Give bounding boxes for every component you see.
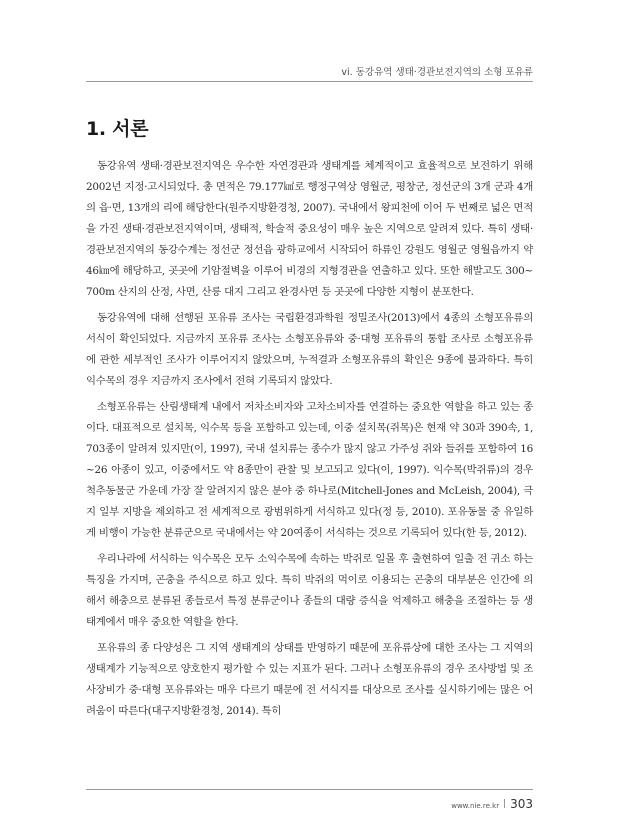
paragraph: 동강유역 생태·경관보전지역은 우수한 자연경관과 생태계를 체계적이고 효율적으로 보전하기 위해 2002년 지정·고시되었다. 총 면적은 79.177㎢로 행정구역상 영월군, 평창군, 정선군의 3개 군과 4개의 읍·면, 13개의 리에 해당한다(원주지방환경청, 2007). 국내에서 왕피천에 이어 두 번째로 넓은 면적을 가진 생태·경관보전지역이며, 생태적, 학술적 중요성이 매우 높은 지역으로 알려져 있다. 특히 생태·경관보전지역의 동강수계는 정선군 정선읍 광하교에서 시작되어 하류인 강원도 영월군 영월읍까지 약 46㎞에 해당하고, 곳곳에 기암절벽을 이루어 비경의 지형경관을 연출하고 있다. 또한 해발고도 300~700m 산지의 산정, 사면, 산릉 대지 그리고 완경사면 등 곳곳에 다양한 지형이 분포한다. <box>86 160 533 298</box>
header-divider <box>86 81 533 82</box>
paragraph: 포유류의 종 다양성은 그 지역 생태계의 상태를 반영하기 때문에 포유류상에 대한 조사는 그 지역의 생태계가 기능적으로 양호한지 평가할 수 있는 지표가 된다. 그러나 소형포유류의 경우 조사방법 및 조사장비가 중·대형 포유류와는 매우 다르기 때문에 전 서식지를 대상으로 조사를 실시하기에는 많은 어려움이 따른다(대구지방환경청, 2014). 특히 <box>86 642 533 717</box>
footer-url[interactable]: www.nie.re.kr <box>451 802 500 810</box>
footer-divider <box>86 789 533 790</box>
paragraph: 우리나라에 서식하는 익수목은 모두 소익수목에 속하는 박쥐로 일몰 후 출현하여 일출 전 귀소 하는 특징을 가지며, 곤충을 주식으로 하고 있다. 특히 박쥐의 먹이로 이용되는 곤충의 대부분은 인간에 의해서 해충으로 분류된 종들로서 특정 분류군이나 종들의 대량 증식을 억제하고 해충을 조절하는 등 생태계에서 매우 중요한 역할을 한다. <box>86 553 533 628</box>
page-footer <box>451 797 533 811</box>
page-number: 303 <box>510 797 533 811</box>
section-title: 1. 서론 <box>86 118 149 140</box>
running-header: vi. 동강유역 생태·경관보전지역의 소형 포유류 <box>341 67 533 78</box>
paragraph: 동강유역에 대해 선행된 포유류 조사는 국립환경과학원 정밀조사(2013)에서 4종의 소형포유류의 서식이 확인되었다. 지금까지 포유류 조사는 소형포유류와 중·대형 포유류의 통합 조사로 소형포유류에 관한 세부적인 조사가 이루어지지 않았으며, 누적결과 소형포유류의 확인은 9종에 불과하다. 특히 익수목의 경우 지금까지 조사에서 전혀 기록되지 않았다. <box>86 312 533 387</box>
footer-separator <box>504 799 505 808</box>
paragraph: 소형포유류는 산림생태계 내에서 저차소비자와 고차소비자를 연결하는 중요한 역할을 하고 있는 종이다. 대표적으로 설치목, 익수목 등을 포함하고 있는데, 이중 설치목(쥐목)은 현재 약 30과 390속, 1,703종이 알려져 있지만(이, 1997), 국내 설치류는 종수가 많지 않고 가주성 쥐와 들쥐를 포함하여 16~26 아종이 있고, 이중에서도 약 8종만이 관찰 및 보고되고 있다(이, 1997). 익수목(박쥐류)의 경우 척추동물군 가운데 가장 잘 알려지지 않은 분야 중 하나로(Mitchell-Jones and McLeish, 2004), 극지 일부 지방을 제외하고 전 세계적으로 광범위하게 서식하고 있다(정 등, 2010). 포유동물 중 유일하게 비행이 가능한 분류군으로 국내에서는 약 20여종이 서식하는 것으로 기록되어 있다(한 등, 2012). <box>86 401 533 539</box>
body-text <box>86 156 533 727</box>
